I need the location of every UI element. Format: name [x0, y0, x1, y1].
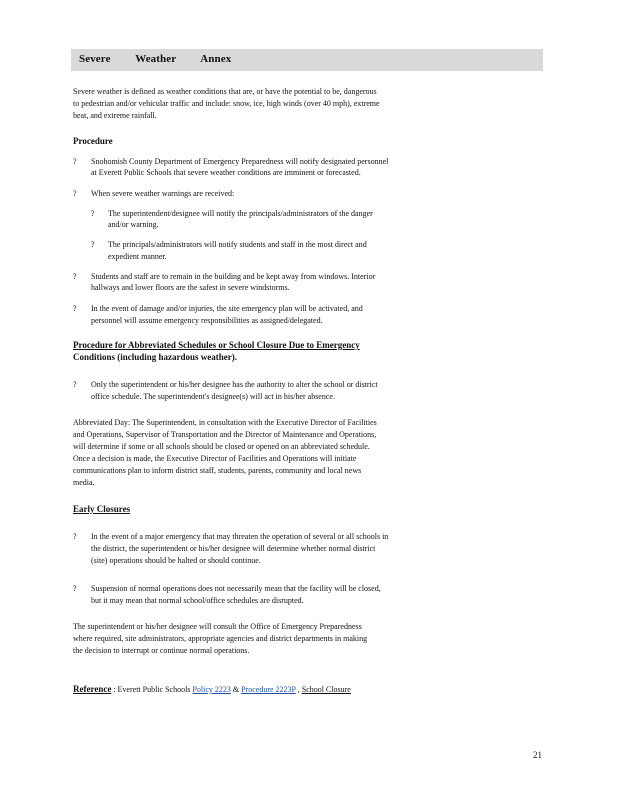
list-item: In the event of damage and/or injuries, the site emergency plan will be activated, and — [91, 304, 363, 313]
list-item: Only the superintendent or his/her designee has the authority to alter the school or district — [91, 380, 378, 389]
intro-line: heat, and extreme rainfall. — [73, 111, 157, 120]
bullet-marker: ? — [73, 584, 77, 593]
reference-text: : Everett Public Schools — [113, 685, 191, 694]
abbreviated-heading: Conditions (including hazardous weather). — [73, 352, 238, 362]
abbreviated-paragraph: Abbreviated Day: The Superintendent, in consultation with the Executive Director of Facilities — [73, 418, 377, 427]
list-item: hallways and lower floors are the safest in severe windstorms. — [91, 283, 290, 292]
closing-paragraph: The superintendent or his/her designee will consult the Office of Emergency Preparedness — [73, 622, 362, 631]
bullet-marker: ? — [73, 304, 77, 313]
list-item: office schedule. The superintendent's designee(s) will act in his/her absence. — [91, 392, 335, 401]
list-item: When severe weather warnings are received: — [91, 189, 235, 198]
bullet-marker: ? — [73, 532, 77, 541]
abbreviated-paragraph: communications plan to inform district staff, students, parents, community and local news — [73, 466, 362, 475]
school-closure-text: School Closure — [301, 685, 351, 694]
abbreviated-paragraph: will determine if some or all schools should be closed or opened on an abbreviated schedule. — [73, 442, 370, 451]
reference-sep: , — [297, 685, 300, 694]
procedure-link[interactable]: Procedure 2223P — [241, 685, 296, 694]
reference-line — [73, 684, 351, 695]
abbreviated-paragraph: media. — [73, 478, 95, 487]
bullet-marker: ? — [73, 272, 77, 281]
list-item: the district, the superintendent or his/her designee will determine whether normal district — [91, 544, 376, 553]
abbreviated-paragraph: and Operations, Supervisor of Transportation and the Director of Maintenance and Operations, — [73, 430, 377, 439]
abbreviated-paragraph: Once a decision is made, the Executive Director of Facilities and Operations will initiate — [73, 454, 357, 463]
list-item: personnel will assume emergency responsibilities as assigned/delegated. — [91, 316, 323, 325]
closing-paragraph: where required, site administrators, appropriate agencies and district departments in making — [73, 634, 368, 643]
procedure-heading: Procedure — [73, 136, 113, 146]
early-closures-heading: Early Closures — [73, 504, 131, 514]
intro-line: Severe weather is defined as weather conditions that are, or have the potential to be, dangerous — [73, 87, 377, 96]
list-item: (site) operations should be halted or should continue. — [91, 556, 261, 565]
reference-amp: & — [232, 685, 240, 694]
list-item: but it may mean that normal school/office schedules are disrupted. — [91, 596, 304, 605]
sub-list-item: expedient manner. — [108, 252, 167, 261]
bullet-marker: ? — [73, 380, 77, 389]
bullet-marker: ? — [73, 157, 77, 166]
policy-link[interactable]: Policy 2223 — [192, 685, 231, 694]
sub-list-item: The principals/administrators will notify students and staff in the most direct and — [108, 240, 367, 249]
intro-line: to pedestrian and/or vehicular traffic and include: snow, ice, high winds (over 40 mph), extreme — [73, 99, 380, 108]
page-number: 21 — [533, 750, 542, 760]
sub-list-item: The superintendent/designee will notify the principals/administrators of the danger — [108, 209, 373, 218]
sub-list-item: and/or warning. — [108, 220, 159, 229]
reference-label: Reference — [73, 684, 112, 694]
bullet-marker: ? — [91, 240, 95, 249]
abbreviated-heading: Procedure for Abbreviated Schedules or School Closure Due to Emergency — [73, 340, 360, 350]
bullet-marker: ? — [73, 189, 77, 198]
list-item: In the event of a major emergency that may threaten the operation of several or all schools in — [91, 532, 389, 541]
title-bar — [71, 49, 543, 71]
page-title: Severe Weather Annex — [79, 53, 232, 65]
closing-paragraph: the decision to interrupt or continue normal operations. — [73, 646, 250, 655]
bullet-marker: ? — [91, 209, 95, 218]
list-item: at Everett Public Schools that severe weather conditions are imminent or forecasted. — [91, 168, 361, 177]
list-item: Suspension of normal operations does not necessarily mean that the facility will be closed, — [91, 584, 381, 593]
list-item: Students and staff are to remain in the building and be kept away from windows. Interior — [91, 272, 376, 281]
list-item: Snohomish County Department of Emergency Preparedness will notify designated personnel — [91, 157, 389, 166]
